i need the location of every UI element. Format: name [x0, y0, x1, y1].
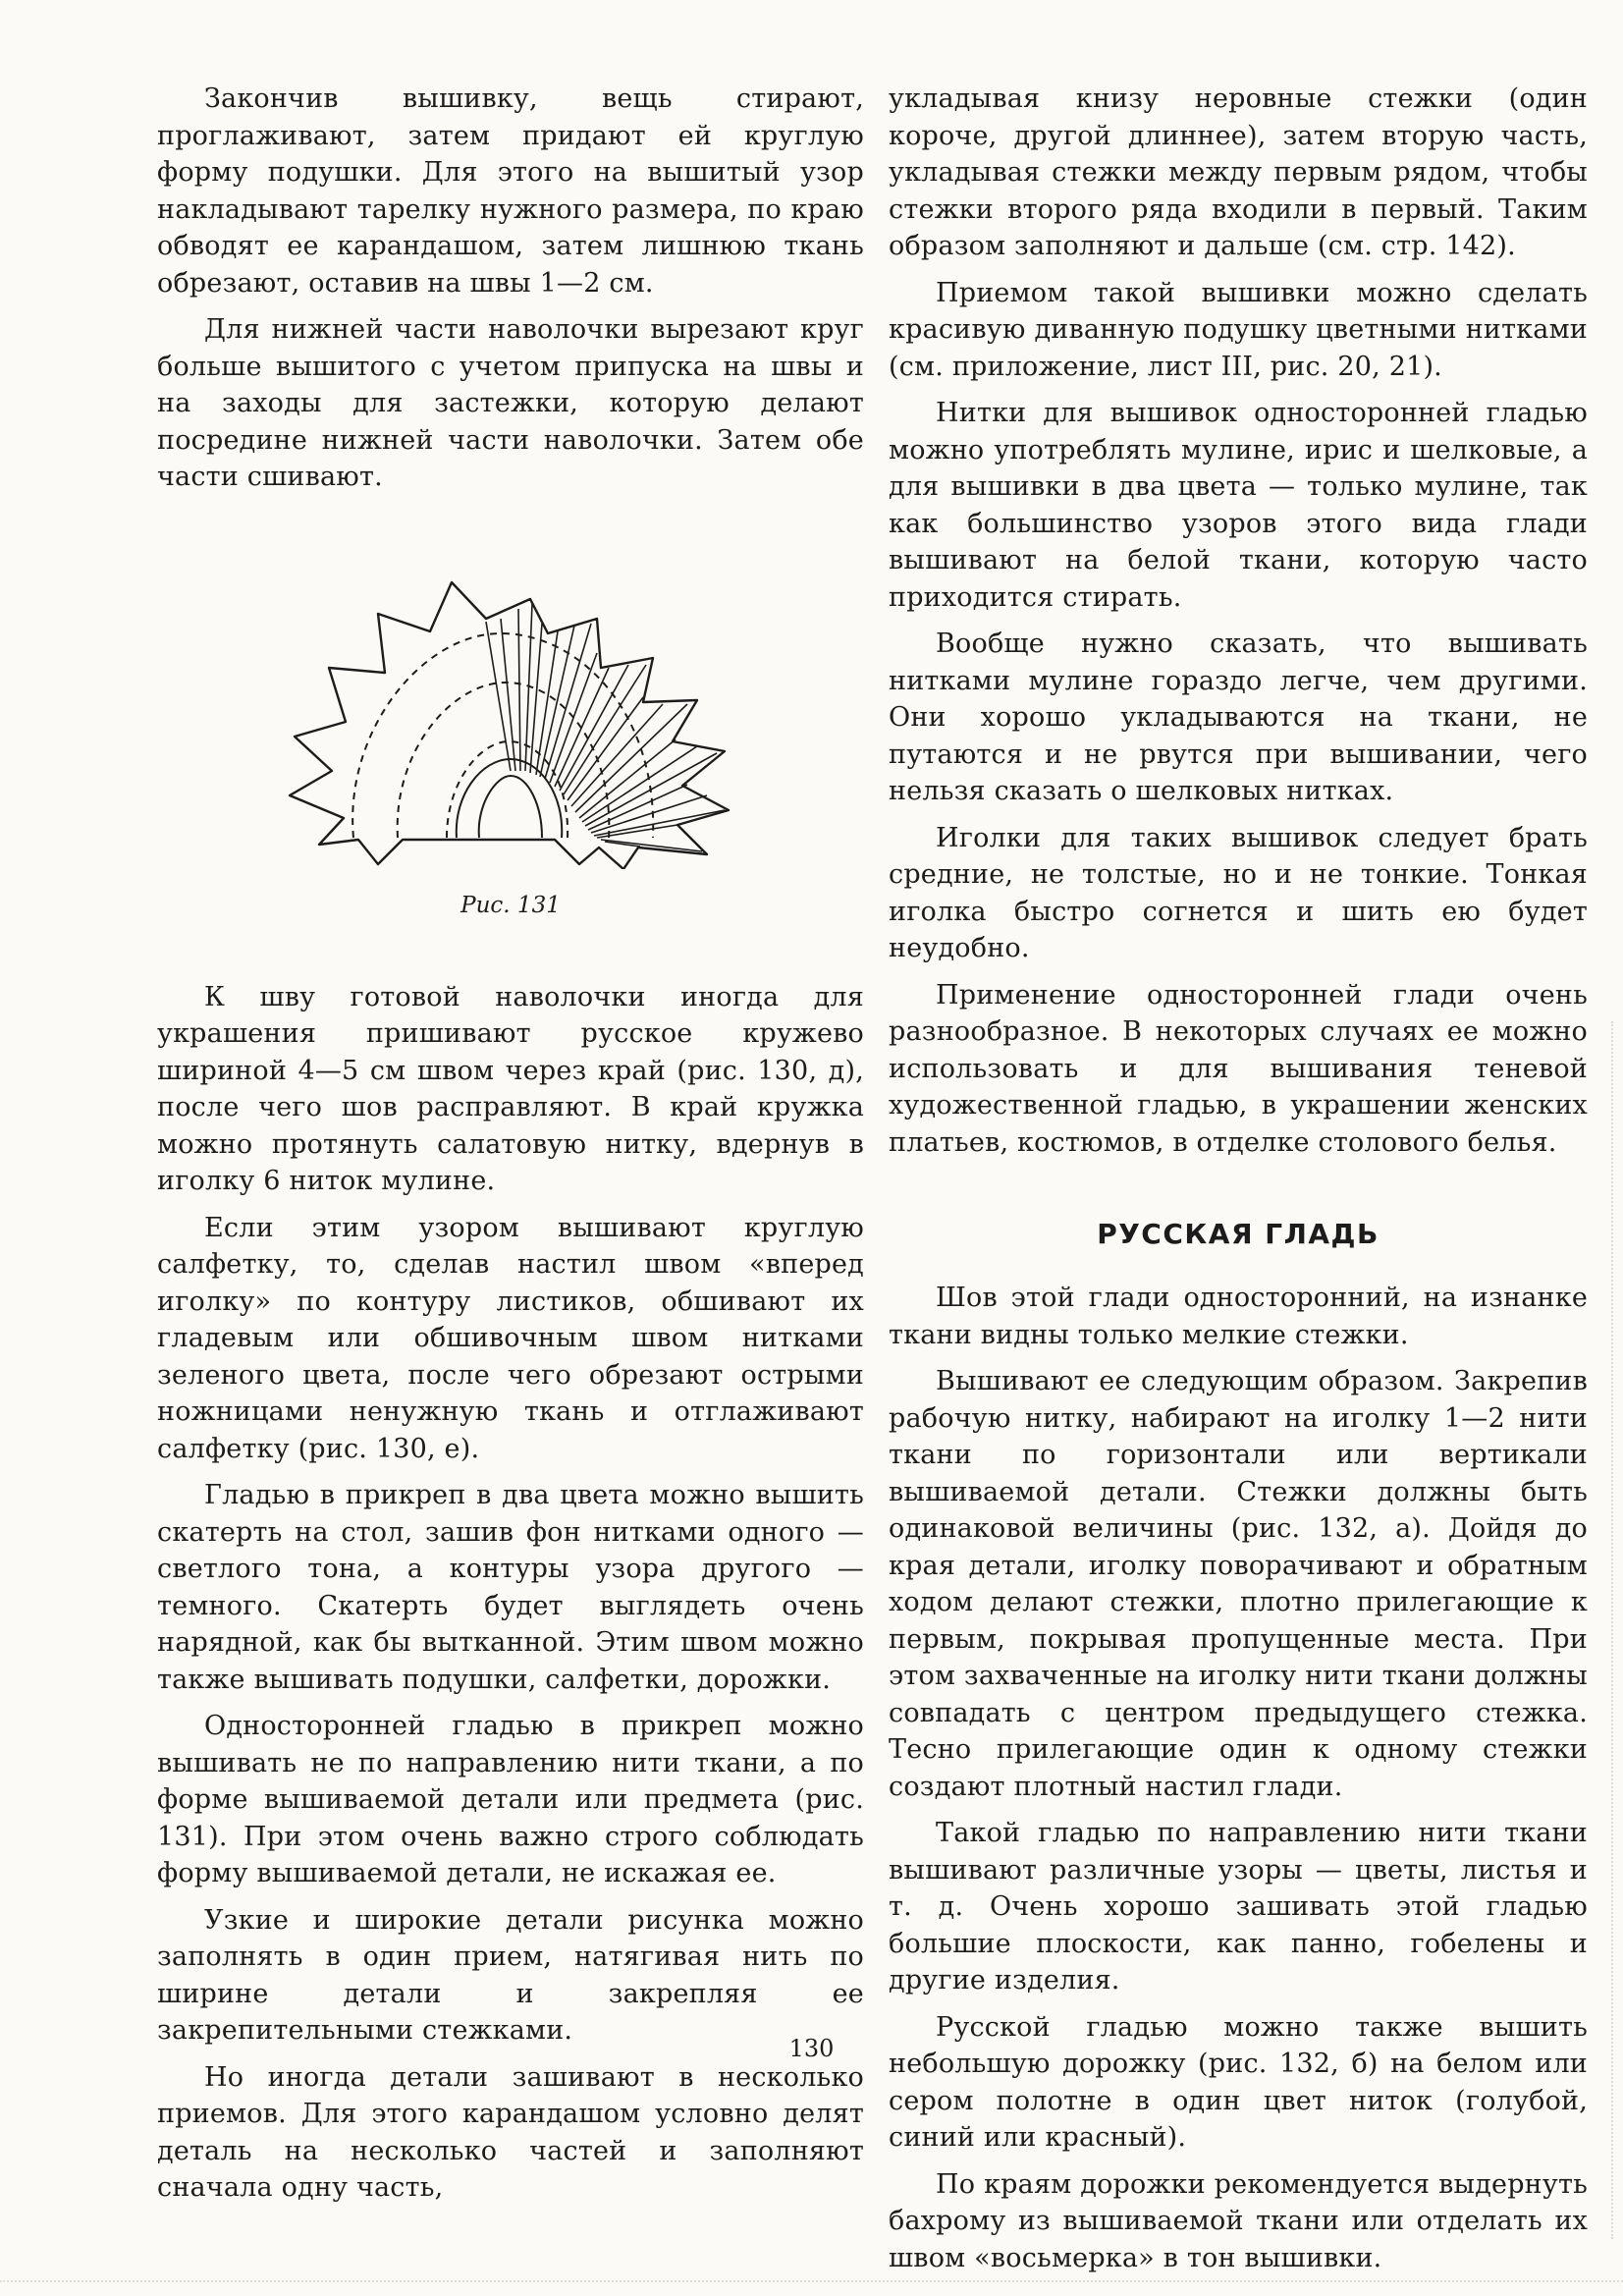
figure-caption: Рис. 131: [460, 892, 561, 918]
paragraph: По краям дорожки рекомендуется выдернуть бахрому из вышиваемой ткани или отделать их швом «восьмерка» в тон вышивки.: [889, 2168, 1588, 2273]
embroidery-fan-illustration: [285, 574, 736, 869]
paragraph: Такой гладью по направлению нити ткани вышивают различные узоры — цветы, листья и т. д. Очень хорошо зашивать этой гладью большие плоскости, как панно, гобелены и другие изделия.: [889, 1818, 1588, 1995]
paragraph: Применение односторонней глади очень разнообразное. В некоторых случаях ее можно использовать и для вышивания теневой художественной гладью, в украшении женских платьев, костюмов, в отделке столового белья.: [889, 979, 1588, 1158]
paragraph: Приемом такой вышивки можно сделать красивую диванную подушку цветными нитками (см. приложение, лист III, рис. 20, 21).: [889, 277, 1588, 382]
scan-edge-noise: [1588, 1021, 1613, 2239]
paragraph: Нитки для вышивок односторонней гладью можно употреблять мулине, ирис и шелковые, а для вышивки в два цвета — только мулине, так как большинство узоров этого вида глади вышивают на белой ткани, которую часто приходится стирать.: [889, 398, 1588, 613]
page-number: 130: [788, 2035, 835, 2062]
paragraph: Если этим узором вышивают круглую салфетку, то, сделав настил швом «вперед иголку» по контуру листиков, обшивают их гладевым или обшивочным швом нитками зеленого цвета, после чего обрезают острыми ножницами ненужную ткань и отглаживают салфетку (рис. 130, е).: [157, 1212, 864, 1464]
paragraph: Вообще нужно сказать, что вышивать нитками мулине гораздо легче, чем другими. Они хорошо укладываются на ткани, не путаются и не рвутся при вышивании, чего нельзя сказать о шелковых нитках.: [889, 629, 1588, 806]
paragraph: К шву готовой наволочки иногда для украшения пришивают русское кружево шириной 4—5 см швом через край (рис. 130, д), после чего шов расправляют. В край кружка можно протянуть салатовую нитку, вдернув в иголку 6 ниток мулине.: [157, 981, 864, 1196]
figure-131: [157, 574, 864, 918]
paragraph: Вышивают ее следующим образом. Закрепив рабочую нитку, набирают на иголку 1—2 нити ткани по горизонтали или вертикали вышиваемой детали. Стежки должны быть одинаковой величины (рис. 132, а). Дойдя до края детали, иголку поворачивают и обратным ходом делают стежки, плотно прилегающие к первым, покрывая пропущенные места. При этом захваченные на иголку нити ткани должны совпадать с центром предыдущего стежка. Тесно прилегающие один к одному стежки создают плотный настил глади.: [889, 1366, 1588, 1802]
paragraph: Узкие и широкие детали рисунка можно заполнять в один прием, натягивая нить по ширине детали и закрепляя ее закрепительными стежками.: [157, 1904, 864, 2046]
paragraph: Гладью в прикреп в два цвета можно вышить скатерть на стол, зашив фон нитками одного — светлого тона, а контуры узора другого — темного. Скатерть будет выглядеть очень нарядной, как бы вытканной. Этим швом можно также вышивать подушки, салфетки, дорожки.: [157, 1480, 864, 1695]
paragraph: Односторонней гладью в прикреп можно вышивать не по направлению нити ткани, а по форме вышиваемой детали или предмета (рис. 131). При этом очень важно строго соблюдать форму вышиваемой детали, не искажая ее.: [157, 1711, 864, 1888]
paragraph-continuation: укладывая книзу неровные стежки (один короче, другой длиннее), затем вторую часть, укладывая стежки между первым рядом, чтобы стежки второго ряда входили в первый. Таким образом заполняют и дальше (см. стр. 142).: [889, 83, 1588, 261]
section-heading: РУССКАЯ ГЛАДЬ: [1097, 1218, 1380, 1250]
scan-bottom-noise: [0, 2274, 1623, 2282]
paragraph: Но иногда детали зашивают в несколько приемов. Для этого карандашом условно делят деталь на несколько частей и заполняют сначала одну часть,: [157, 2061, 864, 2203]
paragraph: Для нижней части наволочки вырезают круг больше вышитого с учетом припуска на швы и на заходы для застежки, которую делают посредине нижней части наволочки. Затем обе части сшивают.: [157, 314, 864, 492]
paragraph: Русской гладью можно также вышить небольшую дорожку (рис. 132, б) на белом или сером полотне в один цвет ниток (голубой, синий или красный).: [889, 2011, 1588, 2153]
left-column: [157, 81, 864, 2207]
paragraph: Закончив вышивку, вещь стирают, проглаживают, затем придают ей круглую форму подушки. Для этого на вышитый узор накладывают тарелку нужного размера, по краю обводят ее карандашом, затем лишнюю ткань обрезают, оставив на швы 1—2 см.: [157, 83, 864, 299]
paragraph: Иголки для таких вышивок следует брать средние, не толстые, но и не тонкие. Тонкая иголка быстро согнется и шить ею будет неудобно.: [889, 822, 1588, 963]
paragraph: Шов этой глади односторонний, на изнанке ткани видны только мелкие стежки.: [889, 1283, 1588, 1350]
right-column: [889, 81, 1588, 2276]
